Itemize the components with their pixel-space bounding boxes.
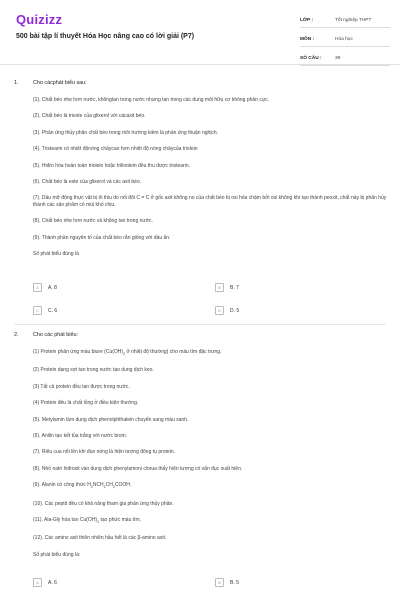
statement: (7). Riêu cua nổi lên khi đun nóng là hiện tượng đông tụ protein.	[33, 449, 175, 456]
statement	[33, 349, 388, 357]
subscript: 2	[123, 352, 126, 356]
option-letter-box: B	[215, 283, 224, 292]
statement-text: (1) Protein phản ứng màu biure (Cu(OH)	[33, 349, 124, 355]
meta-key: MÔN :	[300, 37, 315, 42]
option-b[interactable]	[215, 578, 239, 587]
statement: (3) Tất cả protein đều tan được trong nước.	[33, 383, 130, 390]
page-title: 500 bài tập lí thuyết Hóa Học nâng cao có lời giải (P7)	[16, 33, 195, 40]
question-statements	[33, 97, 388, 267]
statement: (4) Protein đều là chất lỏng ở điều kiện thường.	[33, 400, 139, 407]
option-label: B. 7	[230, 284, 239, 291]
statement: (8). Chất béo nhẹ hơn nước và không tan trong nước.	[33, 218, 153, 225]
statement: (3). Phản ứng thủy phân chất béo trong môi trường kiềm là phản ứng thuận nghịch.	[33, 129, 219, 136]
statement-text: (11). Ala-Gly hòa tan Cu(OH)	[33, 517, 98, 524]
question-prompt: Cho cácphát biểu sau:	[33, 80, 87, 86]
meta-panel	[300, 14, 390, 71]
statement-text: ở nhiệt độ thường) cho màu tím đặc trưng.	[125, 349, 222, 355]
statement-text: NCH	[92, 482, 104, 489]
statement: (6). Anilin tạo kết tủa trắng với nước brom.	[33, 433, 128, 440]
option-d[interactable]	[215, 306, 239, 315]
option-label: B. 5	[230, 579, 239, 586]
statement-text: tạo phức màu tím.	[99, 517, 142, 524]
option-letter-box: A	[33, 283, 42, 292]
option-label: C. 6	[48, 307, 58, 314]
statement: (6). Chất béo là este của glixerol và các axit béo.	[33, 179, 142, 186]
statement: (4). Tristearin có nhiệt độnóng chảycao hơn nhiệt độ nóng chảycủa triolein	[33, 146, 198, 153]
statement: (2). Chất béo là trieste của glixerol với cácaxit béo.	[33, 113, 146, 120]
statement-text: CH	[105, 482, 113, 489]
statement: (5). Metylamin làm dung dịch phenolphthalein chuyển sang màu xanh.	[33, 416, 189, 423]
answer-prompt: Số phát biểu đúng là	[33, 251, 79, 258]
question-statements	[33, 349, 388, 568]
question-prompt: Cho các phát biểu:	[33, 332, 78, 338]
meta-row-subject	[300, 33, 390, 47]
quizizz-logo: Quizizz	[16, 12, 63, 27]
option-letter-box: C	[33, 306, 42, 315]
meta-value: 39	[335, 56, 341, 61]
answer-prompt: Số phát biểu đúng là:	[33, 551, 81, 558]
option-label: D. 5	[230, 307, 240, 314]
statement	[33, 517, 388, 525]
subscript: 2	[97, 520, 100, 525]
statement: (5). Hiđro hóa hoàn toàn triolein hoặc trilinolein đều thu được tristearin.	[33, 162, 190, 169]
option-letter-box: A	[33, 578, 42, 587]
question-number: 1.	[14, 80, 19, 86]
statement: (1). Chất béo nhẹ hơn nước, khôngtan trong nước nhưng tan trong các dung môi hữu cơ không phân cực.	[33, 97, 270, 103]
statement: (7). Dầu mỡ động thực vật bị ôi thiu do nối đôi C = C ở gốc axit không no của chất béo bị oxi hóa chậm bởi oxi không khí tạo thành peoxit, chất này bị phân hủy thành các sản phẩm có mùi khó chịu.	[33, 195, 387, 208]
question-separator	[14, 324, 386, 325]
option-a[interactable]	[33, 283, 57, 292]
question-number: 2.	[14, 332, 19, 338]
subscript: 2	[112, 485, 115, 490]
option-a[interactable]	[33, 578, 57, 587]
meta-key: SỐ CÂU :	[300, 56, 322, 61]
option-b[interactable]	[215, 283, 239, 292]
option-letter-box: D	[215, 306, 224, 315]
statement: (10). Các peptit đều có khả năng tham gia phản ứng thủy phân.	[33, 500, 174, 507]
meta-key: LỚP :	[300, 18, 314, 23]
meta-value: Tốt nghiệp THPT	[335, 18, 372, 23]
meta-row-class	[300, 14, 390, 28]
option-label: A. 8	[48, 284, 57, 291]
statement: (2) Protein dạng sợi tan trong nước tạo dung dịch keo.	[33, 367, 154, 374]
statement-text: COOH.	[114, 482, 132, 489]
subscript: 2	[103, 485, 106, 490]
option-c[interactable]	[33, 306, 57, 315]
option-letter-box: B	[215, 578, 224, 587]
header-divider	[0, 64, 400, 65]
statement: (9). Thành phần nguyên tố của chất béo rắn giống với dầu ăn.	[33, 234, 171, 241]
subscript: 2	[90, 485, 93, 490]
statement	[33, 482, 388, 490]
statement-text: (9). Alanin có công thức H	[33, 482, 91, 489]
option-label: A. 6	[48, 579, 57, 586]
statement: (8). Nhỏ natri hiđroxit vào dung dịch phenylamoni clorua thấy hiện tượng có vẩn đục xuất hiện.	[33, 465, 243, 472]
meta-value: Hóa học	[335, 37, 353, 42]
statement: (12). Các amino axit thiên nhiên hầu hết là các β-amino axit.	[33, 535, 167, 542]
